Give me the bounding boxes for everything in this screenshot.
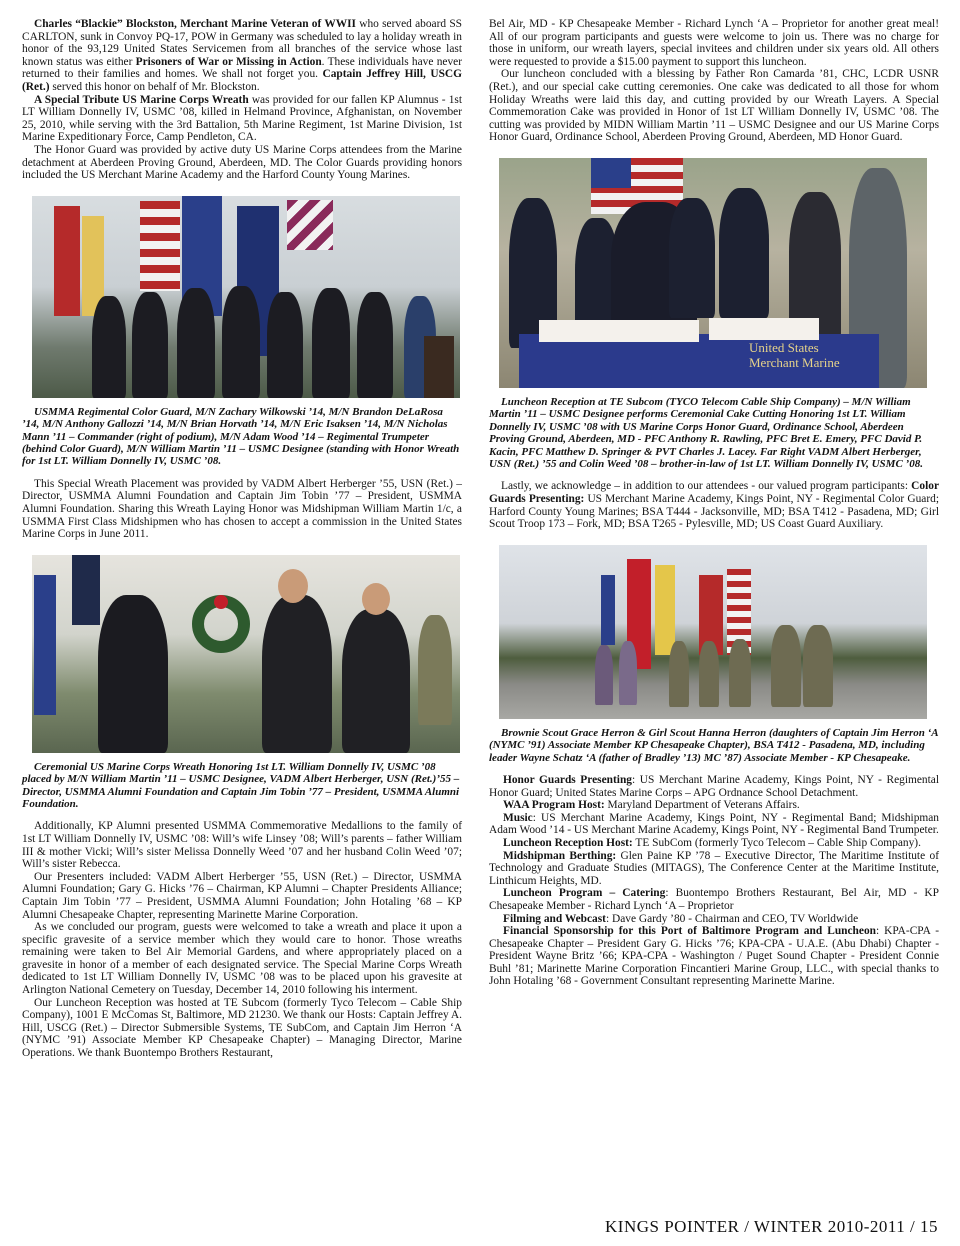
guard-figure <box>132 292 168 398</box>
scout-figure <box>418 615 452 725</box>
ack-item: Music: US Merchant Marine Academy, Kings Point, NY - Regimental Band; Midshipman Adam Wood ’14 - US Merchant Marine Academy, Kings Point, NY - Regimental Band Trumpeter. <box>489 811 939 837</box>
right-column <box>489 18 939 988</box>
flag-striped <box>287 200 333 250</box>
ack-item: Honor Guards Presenting: US Merchant Marine Academy, Kings Point, NY - Regimental Honor Guard; United States Marine Corps – APG Ordnance School Detachment. <box>489 773 939 799</box>
guard-figure <box>92 296 126 398</box>
admiral-figure <box>262 595 332 753</box>
ack-item: Midshipman Berthing: Glen Paine KP ’78 – Executive Director, The Maritime Institute of Technology and Graduate Studies (MITAGS), The Conference Center at the Maritime Institute, Linthicum Heights, MD. <box>489 849 939 887</box>
guard-figure <box>357 292 393 398</box>
flag-navy <box>72 555 100 625</box>
paragraph-bel-air: Bel Air, MD - KP Chesapeake Member - Richard Lynch ‘A – Proprietor for another great meal! All of our program participants and guests were welcome to join us. There was no charge for those in uniform, our wreath layers, special invitees and children under six years old. All others were requested to provide a $15.00 payment to support this luncheon. <box>489 18 939 68</box>
wreath-bow <box>214 595 228 609</box>
paragraph-wreath-placement: This Special Wreath Placement was provided by VADM Albert Herberger ’55, USN (Ret.) – Director, USMMA Alumni Foundation and Captain Jim Tobin ’77 – President, USMMA Alumni Foundation. Sharing this Wreath Laying Honor was Midshipman William Martin 1/c, a USMMA First Class Midshipmen who has chosen to accept a commission in the United States Marine Corps in June 2011. <box>22 477 462 541</box>
caption-wreath: Ceremonial US Marine Corps Wreath Honoring 1st LT. William Donnelly IV, USMC ’08 placed by M/N William Martin ’11 – USMC Designee, VADM Albert Herberger, USN (Ret.)’55 – Director, USMMA Alumni Foundation and Captain Jim Tobin ’77 – President, USMMA Alumni Foundation. <box>22 760 460 810</box>
scout-figure <box>595 645 613 705</box>
marine-figure <box>719 188 769 318</box>
guard-figure <box>312 288 350 398</box>
paragraph-blockston: Charles “Blackie” Blockston, Merchant Marine Veteran of WWII who served aboard SS CARLTON, sunk in Convoy PQ-17, POW in Germany was scheduled to lay a holiday wreath in honor of the 93,129 United States Servicemen from all branches of the service whose last known status was either Prisoners of War or Missing in Action. These individuals have never returned to their families and homes. We shall not forget you. Captain Jeffrey Hill, USCG (Ret.) served this honor on behalf of Mr. Blockston. <box>22 18 462 93</box>
page-footer: KINGS POINTER / WINTER 2010-2011 / 15 <box>605 1217 938 1237</box>
flag-us-canton <box>591 158 631 188</box>
paragraph-special-tribute: A Special Tribute US Marine Corps Wreath was provided for our fallen KP Alumnus - 1st LT William Donnelly IV, USMC ’08, killed in Helmand Province, Afghanistan, on November 25, 2010, while serving with the 3rd Battalion, 5th Marine Regiment, 1st Marine Division, 1st Marine Expeditionary Force, Camp Pendleton, CA. <box>22 93 462 144</box>
caption-color-guard: USMMA Regimental Color Guard, M/N Zachary Wilkowski ’14, M/N Brandon DeLaRosa ’14, M/N Anthony Gallozzi ’14, M/N Brian Horvath ’14, M/N Eric Isaksen ’14, M/N Nicholas Mann ’11 – Commander (right of podium), M/N Adam Wood ’14 – Regimental Trumpeter (behind Color Guard), M/N William Martin ’11 – USMC Designee (standing with Honor Wreath for 1st LT. William Donnelly IV, USMC ’08. <box>22 405 460 468</box>
ack-item: Luncheon Reception Host: TE SubCom (formerly Tyco Telecom – Cable Ship Company). <box>503 836 921 849</box>
acknowledgements-list <box>489 774 939 988</box>
caption-scouts: Brownie Scout Grace Herron & Girl Scout Hanna Herron (daughters of Captain Jim Herron ‘A (NYMC ’91) Associate Member KP Chesapeake Chapter), BSA T412 - Pasadena, MD, including leader Wayne Schatz ‘A (father of Bradley ’13) MC ’87) Associate Member - KP Chesapeake. <box>489 726 939 764</box>
guard-figure <box>267 292 303 398</box>
person-head <box>278 569 308 603</box>
photo-color-guard <box>32 196 460 398</box>
leader-figure <box>803 625 833 707</box>
scout-figure <box>619 641 637 705</box>
flag-blue <box>34 575 56 715</box>
cake <box>539 320 699 342</box>
paragraph-luncheon: Our Luncheon Reception was hosted at TE Subcom (formerly Tyco Telecom – Cable Ship Company), 1001 E McComas St, Baltimore, MD 21230. We thank our Hosts: Captain Jeffrey A. Hill, USCG (Ret.) – Director Submersible Systems, TE SubCom, and Captain Jim Herron ‘A (NYMC ’91) Associate Member KP Chesapeake Chapter) – Managing Director, Marine Operations. We thank Buontempo Brothers Restaurant, <box>22 996 462 1060</box>
paragraph-honor-guard: The Honor Guard was provided by active duty US Marine Corps attendees from the Marine detachment at Aberdeen Proving Ground, Aberdeen, MD. The Color Guards providing honors included the US Merchant Marine Academy and the Harford County Young Marines. <box>22 143 462 182</box>
flag-gold <box>655 565 675 655</box>
paragraph-conclusion: As we concluded our program, guests were welcomed to take a wreath and place it upon a specific gravesite of a service member which they would care to honor. Those wreaths remaining were taken to Bel Air Memorial Gardens, and where appropriately placed on a gravesite in honor of a member of each designated service. The Special Marine Corps Wreath dedicated to 1st LT William Donnelly IV, USMC ’08 was to be placed upon his gravesite at Arlington National Cemetery on Tuesday, December 14, 2010 following his interment. <box>22 921 462 997</box>
left-column <box>22 18 462 1060</box>
paragraph-presenters: Our Presenters included: VADM Albert Herberger ’55, USN (Ret.) – Director, USMMA Alumni Foundation; Gary G. Hicks ’76 – Chairman, KP Alumni – Chapter Presidents Alliance; Captain Jim Tobin ’77 – President, USMMA Alumni Foundation; John Hotaling ’68 – KP Alumni Chesapeake Chapter, representing Marinette Marine Corporation. <box>22 870 462 921</box>
cake <box>709 318 819 340</box>
flag-red <box>54 206 80 316</box>
flag-blue <box>601 575 615 645</box>
paragraph-acknowledge: Lastly, we acknowledge – in addition to our attendees - our valued program participants: Color Guards Presenting: US Merchant Marine Academy, Kings Point, NY - Regimental Color Guard; Harford County Young Marines; BSA T444 - Jacksonville, MD; BSA T412 - Pasadena, MD; Girl Scout Troop 173 – Fork, MD; BSA T265 - Pylesville, MD; US Coast Guard Auxiliary. <box>489 480 939 531</box>
ack-item: WAA Program Host: Maryland Department of Veterans Affairs. <box>503 799 800 812</box>
ack-item: Luncheon Program – Catering: Buontempo Brothers Restaurant, Bel Air, MD - KP Chesapeake Member - Richard Lynch ‘A – Proprietor <box>489 887 939 912</box>
ack-item: Filming and Webcast: Dave Gardy ’80 - Chairman and CEO, TV Worldwide <box>503 912 859 925</box>
guard-figure <box>222 286 260 398</box>
paragraph-medallions: Additionally, KP Alumni presented USMMA Commemorative Medallions to the family of 1st LT William Donnelly IV, USMC ’08: Will’s wife Linsey ’08; Will’s parents – father William III & mother Vicki; Will’s sister Melissa Donnelly Weed ’07 and her husband Colin Weed ’07; Will’s sister Rebecca. <box>22 820 462 871</box>
captain-figure <box>342 609 410 753</box>
photo-cake-cutting <box>499 158 927 388</box>
leader-figure <box>771 625 801 707</box>
photo-wreath <box>32 555 460 753</box>
marine-figure <box>98 595 168 753</box>
person-head <box>362 583 390 615</box>
marine-figure <box>669 198 715 318</box>
photo-scouts <box>499 545 927 719</box>
scout-figure <box>669 641 689 707</box>
guard-figure <box>177 288 215 398</box>
caption-cake-cutting: Luncheon Reception at TE Subcom (TYCO Telecom Cable Ship Company) – M/N William Martin ’11 – USMC Designee performs Ceremonial Cake Cutting Honoring 1st LT. William Donnelly IV, USMC ’08 with US Marine Corps Honor Guard, Ordinance School, Aberdeen Proving Ground, Aberdeen, MD - PFC Anthony R. Rawling, PFC Bret E. Emery, PFC David P. Kacin, PFC Matthew D. Springer & PVT Charles J. Lacey. Far Right VADM Albert Herberger, USN (Ret.) ’55 and Colin Weed ’08 – brother-in-law of 1st LT. William Donnelly IV, USMC ’08. <box>489 395 923 470</box>
flag-us <box>140 201 180 291</box>
scout-figure <box>699 641 719 707</box>
ack-item: Financial Sponsorship for this Port of Baltimore Program and Luncheon: KPA-CPA - Chesapeake Chapter – President Gary G. Hicks ’76; KPA-CPA - U.A.E. (Abu Dhabi) Chapter - President Wayne Britz ’66; KPA-CPA - Washington / Puget Sound Chapter - President Connie Buhl ’81; Marinette Marine Corporation Fincantieri Marine Group, LLC., with special thanks to John Hotaling ’68 - Government Consultant representing Marinette Marine. <box>489 925 939 988</box>
podium <box>424 336 454 398</box>
paragraph-blessing: Our luncheon concluded with a blessing by Father Ron Camarda ’81, CHC, LCDR USNR (Ret.), and our special cake cutting ceremonies. One cake was dedicated to all those for whom Holiday Wreaths were laid this day, and cutting provided by our Wreath Layers. A Special Commemoration Cake was provided in Honor of 1st LT William Donnelly IV, USMC ’08. The cutting was provided by MIDN William Martin ’11 – USMC Designee and our US Marine Corps Honor Guard, Ordinance School, Aberdeen Proving Ground, Aberdeen, MD Honor Guard. <box>489 68 939 144</box>
scout-figure <box>729 639 751 707</box>
tablecloth: United States Merchant Marine <box>519 334 879 388</box>
